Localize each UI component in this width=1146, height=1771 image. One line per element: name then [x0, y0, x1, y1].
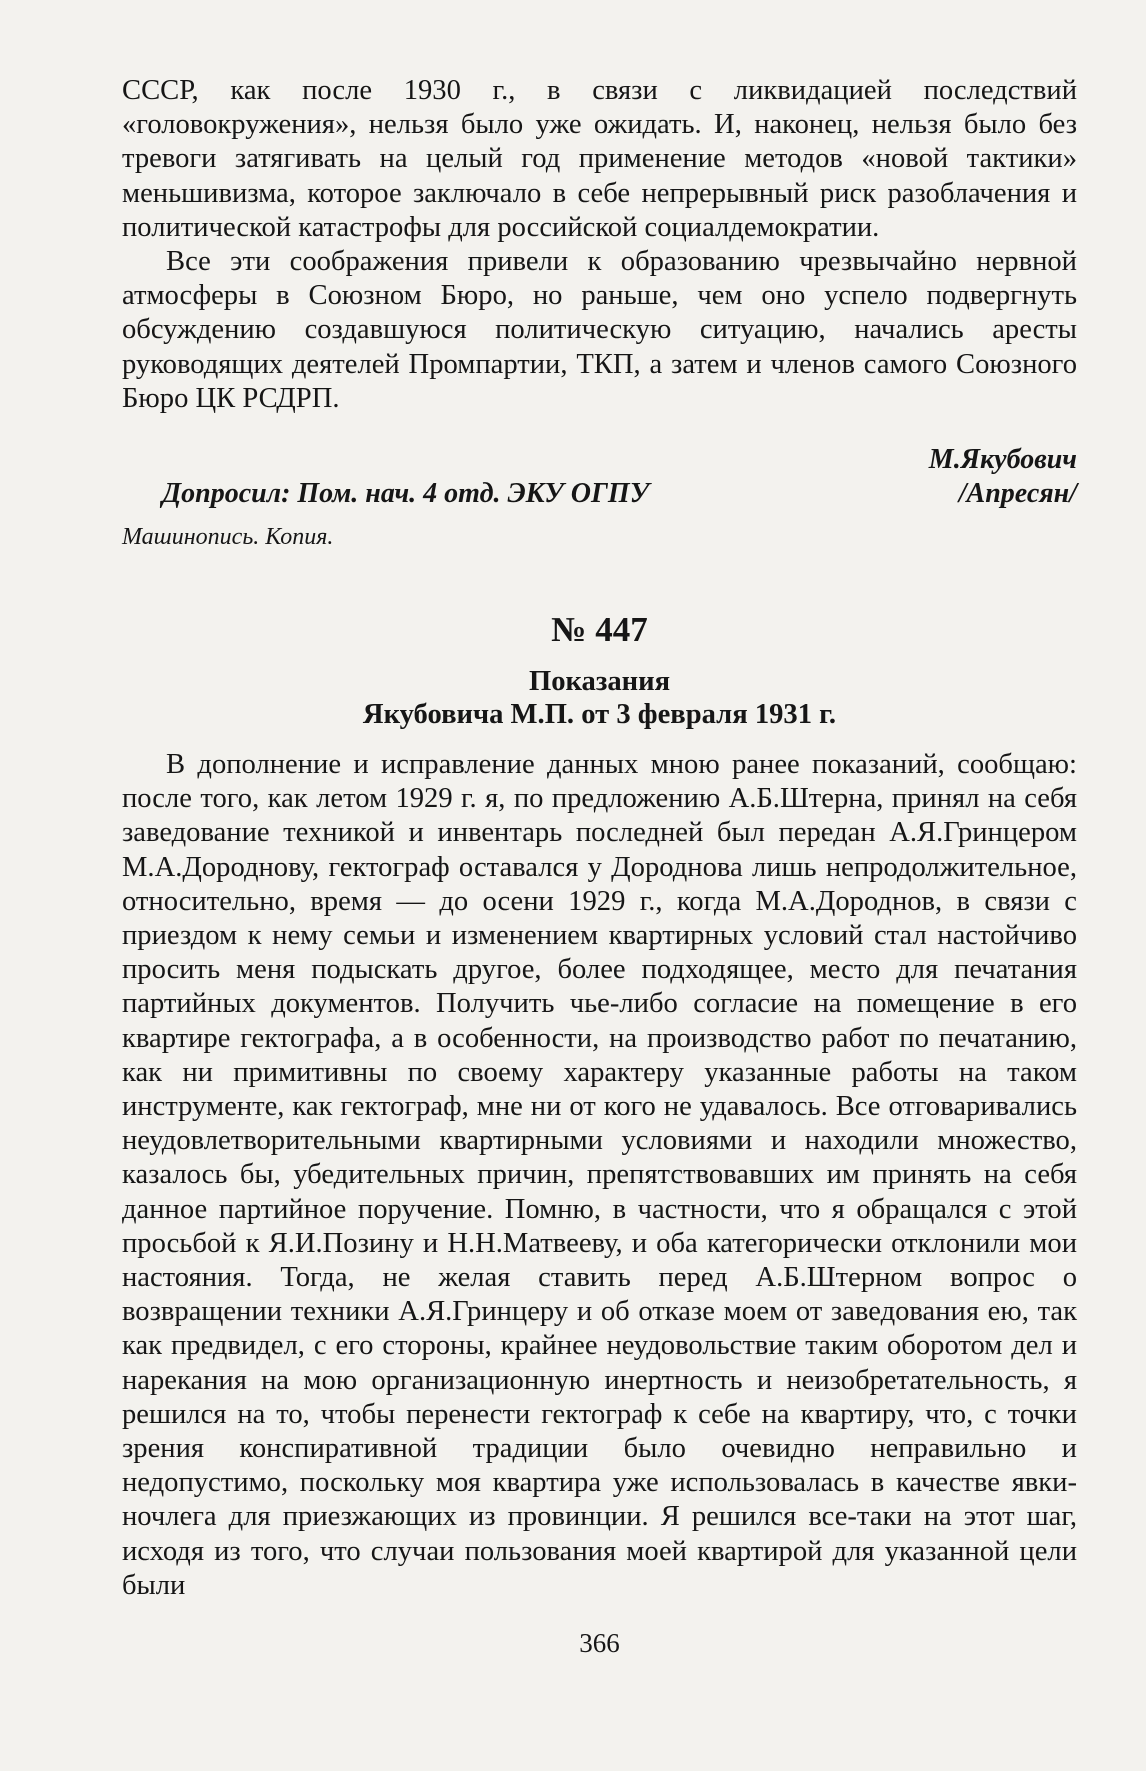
- document-title: Показания: [528, 666, 671, 697]
- paragraph-atmosphere: Все эти соображения привели к образованию чрезвычайно нервной атмосферы в Союзном Бюро, но раньше, чем оно успело подвергнуть обсуждению создавшуюся политическую ситуацию, начались аресты руководящих деятелей Промпартии, ТКП, а затем и членов самого Союзного Бюро ЦК РСДРП.: [122, 246, 1077, 414]
- officer-name: /Апресян/: [958, 478, 1077, 509]
- body-text-block: [122, 748, 1077, 1603]
- document-number: № 447: [551, 610, 648, 649]
- document-subtitle: Якубовича М.П. от 3 февраля 1931 г.: [362, 699, 837, 730]
- paragraph-testimony: В дополнение и исправление данных мною ранее показаний, сообщаю: после того, как летом 1929 г. я, по предложению А.Б.Штерна, принял на себя заведование техникой и инвентарь последней был передан А.Я.Гринцером М.А.Дороднову, гектограф оставался у Дороднова лишь непродолжительное, относительно, время — до осени 1929 г., когда М.А.Дороднов, в связи с приездом к нему семьи и изменением квартирных условий стал настойчиво просить меня подыскать другое, более подходящее, место для печатания партийных документов. Получить чье-либо согласие на помещение в его квартире гектографа, а в особенности, на производство работ по печатанию, как ни примитивны по своему характеру указанные работы на таком инструменте, как гектограф, мне ни от кого не удавалось. Все отговаривались неудовлетворительными квартирными условиями и находили множество, казалось бы, убедительных причин, препятствовавших им принять на себя данное партийное поручение. Помню, в частности, что я обращался с этой просьбой к Я.И.Позину и Н.Н.Матвееву, и оба категорически отклонили мои настояния. Тогда, не желая ставить перед А.Б.Штерном вопрос о возвращении техники А.Я.Гринцеру и об отказе моем от заведования ею, так как предвидел, с его стороны, крайнее неудовольствие таким оборотом дел и нарекания на мою организационную инертность и неизобретательность, я решился на то, чтобы перенести гектограф к себе на квартиру, что, с точки зрения конспиративной традиции было очевидно неправильно и недопустимо, поскольку моя квартира уже использовалась в качестве явки-ночлега для приезжающих из провинции. Я решился все-таки на этот шаг, исходя из того, что случаи пользования моей квартирой для указанной цели были: [122, 749, 1077, 1601]
- signature-name: М.Якубович: [928, 444, 1077, 475]
- interrogation-line: [162, 478, 1077, 510]
- page-number: 366: [579, 1628, 620, 1658]
- interrogated-by: Допросил: Пом. нач. 4 отд. ЭКУ ОГПУ: [162, 478, 650, 509]
- source-note: Машинопись. Копия.: [122, 524, 334, 550]
- paragraph-continuation: СССР, как после 1930 г., в связи с ликвидацией последствий «головокружения», нельзя было уже ожидать. И, наконец, нельзя было без тревоги затягивать на целый год применение методов «новой тактики» меньшивизма, которое заключало в себе непрерывный риск разоблачения и политической катастрофы для российской социалдемократии.: [122, 75, 1077, 243]
